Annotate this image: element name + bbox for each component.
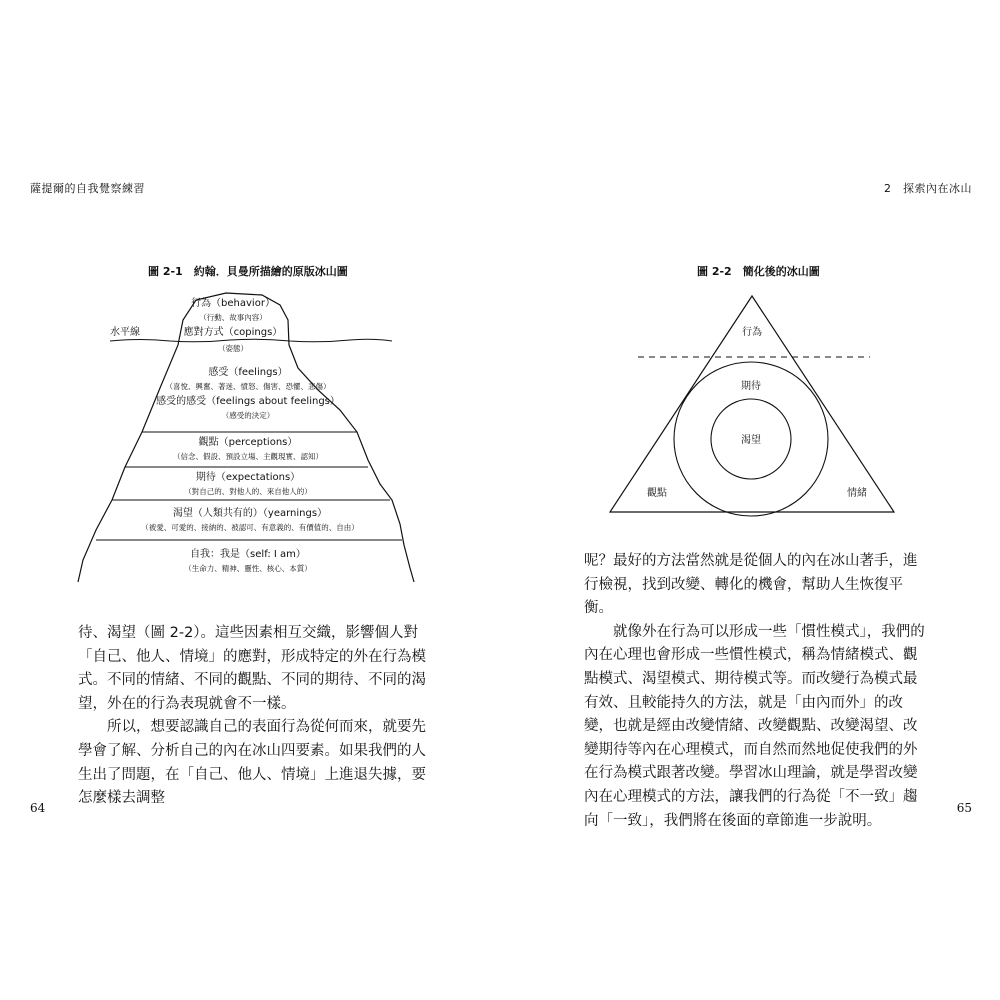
simplified-iceberg-diagram [600, 290, 900, 520]
layer-self-label: 自我：我是（self: I am） [190, 549, 306, 560]
paragraph: 所以，想要認識自己的表面行為從何而來，就要先學會了解、分析自己的內在冰山四要素。如果我們的人生出了問題，在「自己、他人、情境」上進退失據，要怎麼樣去調整 [78, 719, 426, 807]
yearnings-label: 渴望 [741, 435, 761, 446]
layer-feelings-sub: （喜悅、興奮、著迷、憤怒、傷害、恐懼、悲傷） [165, 382, 331, 391]
layer-yearnings-label: 渴望（人類共有的）（yearnings） [172, 508, 328, 519]
running-header-left: 薩提爾的自我覺察練習 [30, 182, 145, 195]
layer-copings-sub: （姿態） [218, 344, 248, 353]
perceptions-label: 觀點 [647, 488, 667, 499]
layer-perceptions-sub: （信念、假設、預設立場、主觀現實、認知） [173, 452, 323, 461]
layer-behavior-label: 行為（behavior） [191, 298, 275, 309]
left-page-body [78, 622, 426, 811]
paragraph: 就像外在行為可以形成一些「慣性模式」，我們的內在心理也會形成一些慣性模式，稱為情緒模式、觀點模式、渴望模式、期待模式等。而改變行為模式最有效、且較能持久的方法，就是「由內而外」的改變，也就是經由改變情緒、改變觀點、改變渴望、改變期待等內在心理模式，而自然而然地促使我們的外在行為模式跟著改變。學習冰山理論，就是學習改變內在心理模式的方法，讓我們的行為從「不一致」趨向「一致」，我們將在後面的章節進一步說明。 [584, 623, 925, 829]
waterline [110, 339, 392, 342]
running-header-right: 2 探索內在冰山 [884, 182, 972, 195]
layer-feelings-label: 感受（feelings） [208, 367, 288, 378]
layer-self-sub: （生命力、精神、靈性、核心、本質） [184, 564, 312, 573]
paragraph: 待、渴望（圖 2-2）。這些因素相互交織，影響個人對「自己、他人、情境」的應對，形成特定的外在行為模式。不同的情緒、不同的觀點、不同的期待、不同的渴望，外在的行為表現就會不一樣。 [78, 625, 426, 712]
page-number-right: 65 [956, 801, 972, 815]
waterline-label: 水平線 [110, 327, 140, 338]
figure-2-2-title: 圖 2-2 簡化後的冰山圖 [697, 265, 820, 278]
layer-expectations-sub: （對自己的、對他人的、來自他人的） [184, 487, 312, 496]
layer-feelings-about-feelings-sub: （感受的決定） [221, 411, 275, 420]
figure-2-1-title: 圖 2-1 約翰．貝曼所描繪的原版冰山圖 [148, 265, 348, 278]
page-number-left: 64 [30, 801, 46, 815]
layer-perceptions-label: 觀點（perceptions） [198, 437, 298, 448]
layer-expectations-label: 期待（expectations） [195, 472, 301, 483]
right-page-body [584, 550, 926, 833]
expectations-label: 期待 [741, 381, 761, 392]
layer-copings-label: 應對方式（copings） [183, 327, 283, 338]
feelings-label: 情緒 [847, 488, 867, 499]
behavior-label: 行為 [742, 327, 762, 338]
paragraph: 呢？最好的方法當然就是從個人的內在冰山著手，進行檢視，找到改變、轉化的機會，幫助人生恢復平衡。 [584, 553, 918, 617]
layer-behavior-sub: （行動、故事內容） [199, 313, 267, 322]
original-iceberg-diagram [60, 280, 440, 590]
layer-feelings-about-feelings-label: 感受的感受（feelings about feelings） [156, 396, 340, 407]
layer-yearnings-sub: （被愛、可愛的、接納的、被認可、有意義的、有價值的、自由） [141, 523, 359, 532]
